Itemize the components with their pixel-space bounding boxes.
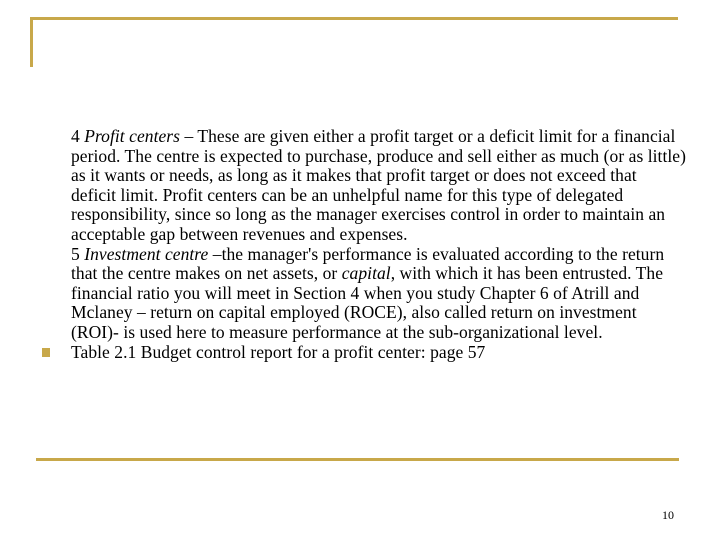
left-decorative-line — [30, 17, 33, 67]
slide-body — [36, 127, 686, 362]
paragraph-profit-centers — [36, 127, 686, 245]
square-bullet-icon — [42, 348, 50, 357]
text-run: – These are given either a profit target or a deficit limit for a financial period. The centre is expected to purchase, produce and sell either as much (or as little) as it wants or needs, as long as it makes that profit target or does not exceed that deficit limit. Profit centers can be an unhelpful name for this type of delegated responsibility, since so long as the manager exercises control in order to maintain an acceptable gap between revenues and expenses. — [71, 126, 686, 244]
page-number: 10 — [662, 508, 674, 522]
text-run-italic: Profit centers — [84, 126, 181, 146]
top-decorative-line — [30, 17, 678, 20]
text-run: 5 — [71, 243, 85, 264]
paragraph-table-reference — [36, 343, 686, 363]
text-run: Table 2.1 Budget control report for a profit center: page 57 — [71, 341, 486, 362]
paragraph-investment-centre — [36, 245, 686, 343]
bottom-decorative-line — [36, 458, 679, 461]
text-run-italic: Investment centre — [84, 243, 209, 264]
text-run-italic: capital — [341, 263, 391, 284]
text-run: , with which it has been entrusted. The financial ratio you will meet in Section 4 when you study Chapter 6 of Atrill and Mclaney – return on capital employed (ROCE), also called return on investment (ROI)- is used here to measure performance at the sub-organizational level. — [71, 263, 664, 342]
text-run: –the manager's performance is evaluated according to the return that the centre makes on net assets, or — [71, 243, 665, 284]
text-run: 4 — [71, 126, 85, 146]
